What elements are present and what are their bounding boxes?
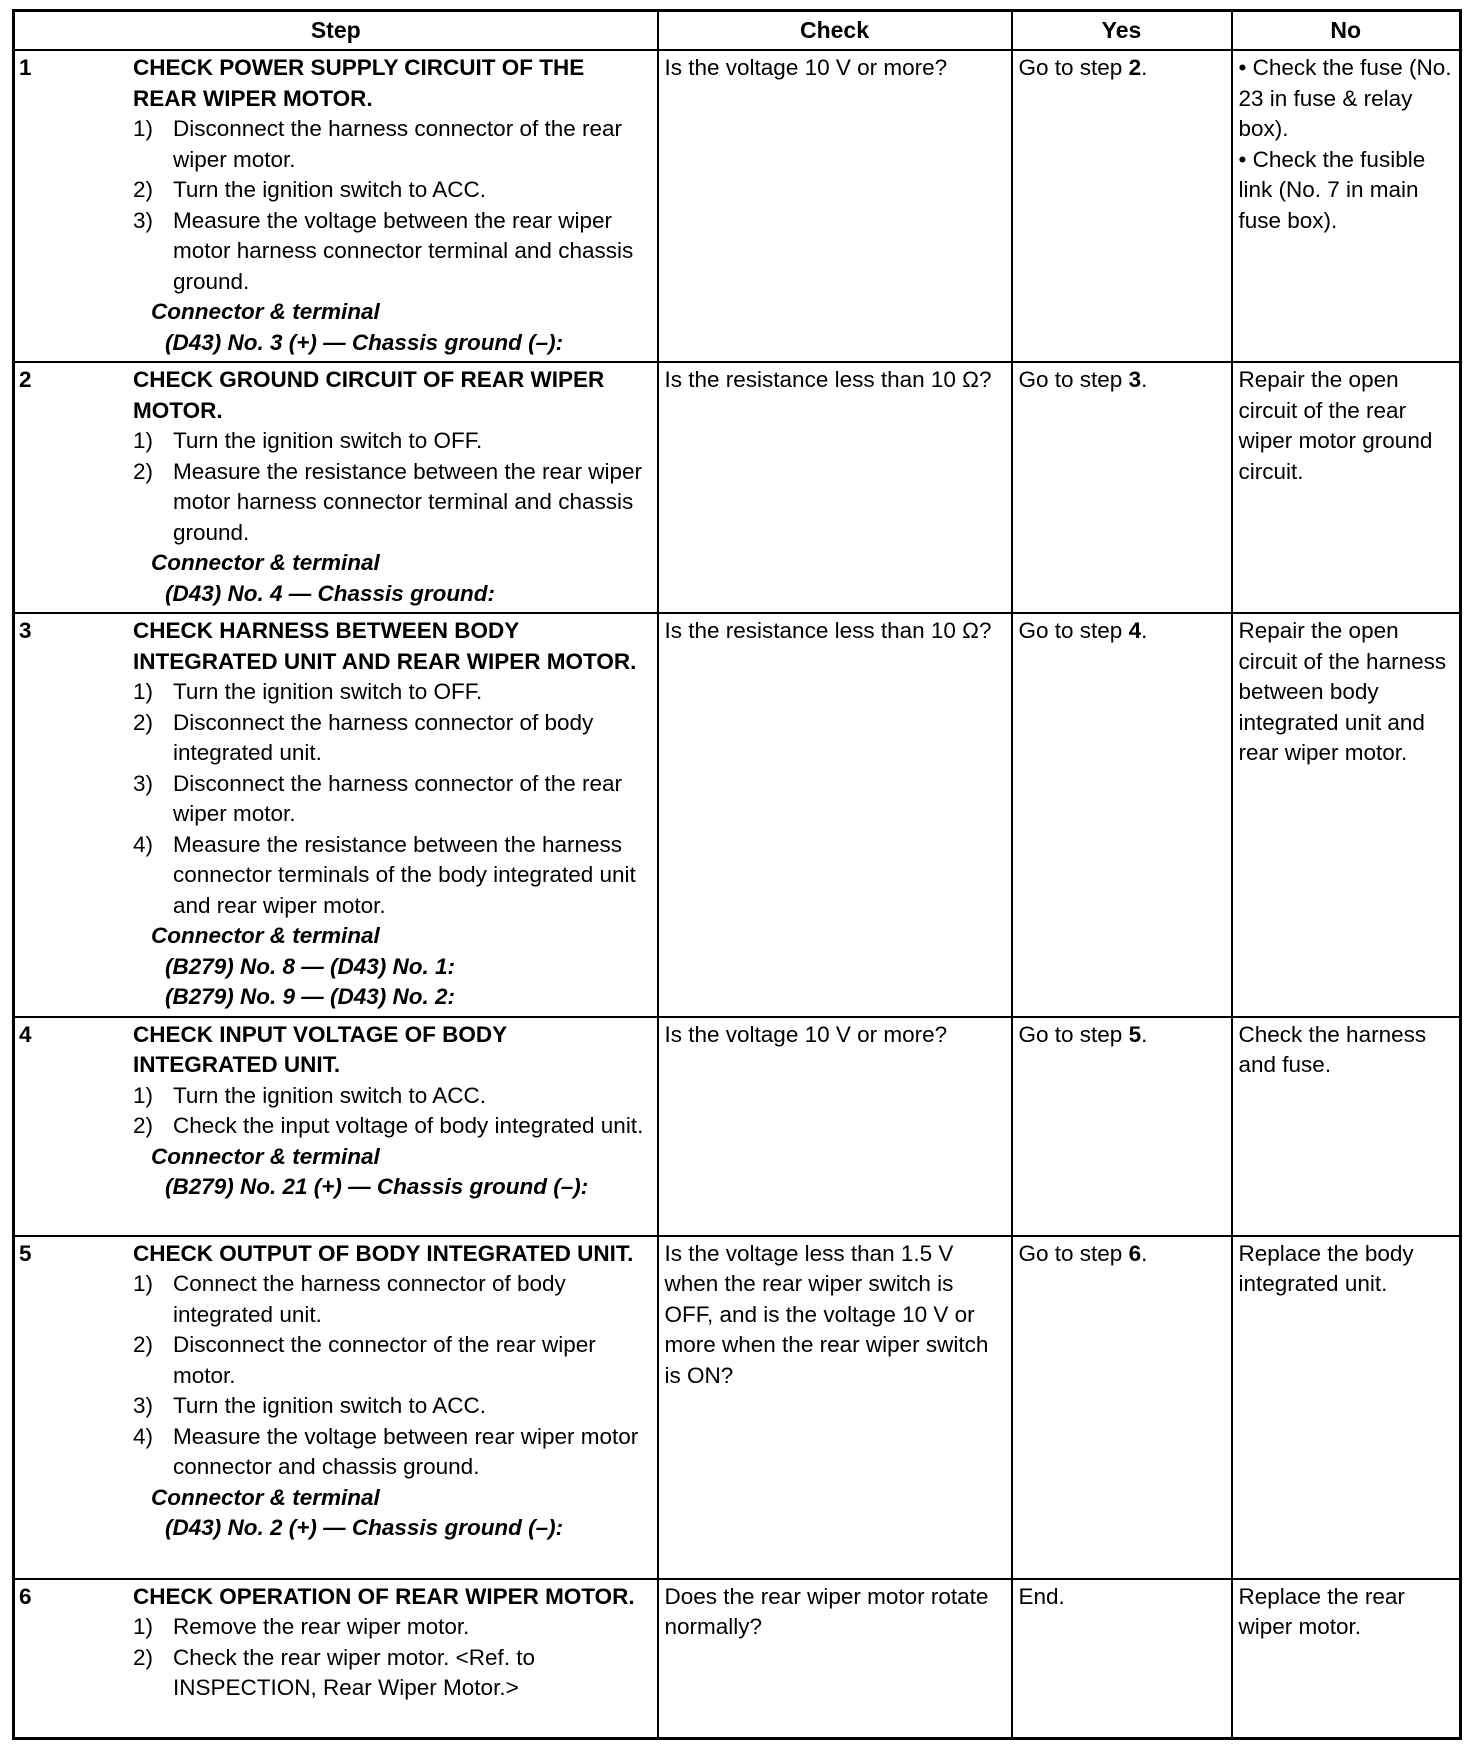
step-body: [133, 365, 651, 609]
step-number: 6: [19, 1583, 32, 1609]
table-row: [14, 50, 1461, 362]
step-cell: [14, 1236, 658, 1579]
check-cell: Is the resistance less than 10 Ω?: [658, 362, 1012, 613]
step-item-text: Connect the harness connector of body integrated unit.: [173, 1271, 566, 1327]
step-item-text: Turn the ignition switch to ACC.: [173, 1393, 487, 1418]
step-item: [133, 1111, 651, 1142]
step-number: 3: [19, 618, 32, 643]
step-body: [133, 53, 651, 358]
step-item-number: 1): [133, 679, 154, 704]
step-item-text: Disconnect the harness connector of the rear wiper motor.: [173, 770, 623, 826]
header-row: [14, 11, 1461, 51]
step-item: [133, 769, 651, 830]
step-item: [133, 1422, 651, 1483]
step-item: [133, 708, 651, 769]
yes-cell: [1012, 1017, 1232, 1236]
step-item-text: Turn the ignition switch to OFF.: [173, 679, 483, 704]
yes-step-number: 2: [1128, 55, 1142, 80]
step-number: 5: [19, 1240, 32, 1266]
step-content: [19, 1582, 651, 1704]
no-cell: [1232, 1236, 1461, 1579]
step-item-text: Measure the voltage between rear wiper motor connector and chassis ground.: [173, 1423, 639, 1479]
step-item: [133, 830, 651, 922]
step-item: [133, 1612, 651, 1643]
step-item: [133, 457, 651, 549]
yes-suffix: .: [1141, 55, 1148, 80]
step-item: [133, 175, 651, 206]
no-cell: [1232, 50, 1461, 362]
step-content: [19, 53, 651, 358]
yes-step-number: 6: [1128, 1240, 1142, 1266]
step-item: [133, 1269, 651, 1330]
yes-step-number: 3: [1128, 367, 1142, 392]
table-row: [14, 362, 1461, 613]
step-number: 4: [19, 1021, 32, 1047]
step-body: [133, 1020, 651, 1203]
step-item-number: 2): [133, 458, 154, 484]
yes-suffix: .: [1141, 618, 1148, 643]
step-title: CHECK POWER SUPPLY CIRCUIT OF THE REAR WIPER MOTOR.: [133, 55, 585, 111]
connector-label: Connector & terminal: [151, 923, 380, 948]
check-cell: Is the voltage 10 V or more?: [658, 50, 1012, 362]
connector-terminal: (B279) No. 9 — (D43) No. 2:: [165, 984, 456, 1009]
table-row: [14, 613, 1461, 1017]
yes-prefix: Go to step: [1018, 1021, 1129, 1047]
step-item: [133, 1330, 651, 1391]
step-title: CHECK HARNESS BETWEEN BODY INTEGRATED UNIT AND REAR WIPER MOTOR.: [133, 618, 637, 674]
step-number: 2: [19, 367, 32, 392]
step-item-number: 3): [133, 207, 154, 233]
yes-step-number: 5: [1128, 1021, 1142, 1047]
check-cell: Does the rear wiper motor rotate normally?: [658, 1579, 1012, 1739]
step-item-number: 2): [133, 177, 154, 202]
no-cell: [1232, 1579, 1461, 1739]
no-text: Replace the body integrated unit.: [1238, 1240, 1414, 1296]
no-cell: [1232, 613, 1461, 1017]
header-yes: Yes: [1012, 11, 1232, 51]
step-cell: [14, 613, 658, 1017]
step-item-text: Disconnect the connector of the rear wiper motor.: [173, 1332, 596, 1388]
step-item-text: Measure the resistance between the harness connector terminals of the body integrated unit and rear wiper motor.: [173, 831, 636, 918]
step-content: [19, 1239, 651, 1544]
step-item: [133, 206, 651, 298]
step-item: [133, 114, 651, 175]
step-item-number: 2): [133, 1644, 154, 1670]
yes-suffix: .: [1141, 367, 1148, 392]
check-cell: Is the voltage 10 V or more?: [658, 1017, 1012, 1236]
connector-label: Connector & terminal: [151, 550, 380, 575]
yes-prefix: End.: [1018, 1583, 1065, 1609]
step-item-number: 2): [133, 1332, 154, 1357]
table-row: [14, 1236, 1461, 1579]
step-item-text: Disconnect the harness connector of the rear wiper motor.: [173, 116, 623, 172]
step-item-text: Check the input voltage of body integrated unit.: [173, 1113, 644, 1138]
step-item: [133, 677, 651, 708]
no-text: Repair the open circuit of the rear wiper motor ground circuit.: [1238, 367, 1433, 484]
step-title: CHECK OUTPUT OF BODY INTEGRATED UNIT.: [133, 1240, 634, 1266]
step-item-text: Check the rear wiper motor. <Ref. to INSPECTION, Rear Wiper Motor.>: [173, 1644, 536, 1700]
step-title: CHECK OPERATION OF REAR WIPER MOTOR.: [133, 1583, 635, 1609]
step-item-text: Disconnect the harness connector of body integrated unit.: [173, 709, 594, 765]
no-text: • Check the fusible link (No. 7 in main fuse box).: [1238, 146, 1426, 233]
step-item-text: Turn the ignition switch to OFF.: [173, 428, 483, 453]
yes-cell: [1012, 1579, 1232, 1739]
check-cell: Is the voltage less than 1.5 V when the rear wiper switch is OFF, and is the voltage 10 V or more when the rear wiper switch is ON?: [658, 1236, 1012, 1579]
step-body: [133, 1239, 651, 1544]
step-item: [133, 1643, 651, 1704]
connector-label: Connector & terminal: [151, 299, 380, 324]
step-content: [19, 1020, 651, 1203]
connector-terminal: (D43) No. 4 — Chassis ground:: [165, 580, 496, 606]
step-item-number: 1): [133, 1614, 154, 1639]
step-number: 1: [19, 55, 32, 80]
step-item-number: 1): [133, 116, 154, 141]
step-item: [133, 1391, 651, 1422]
table-row: [14, 1017, 1461, 1236]
yes-suffix: .: [1141, 1021, 1148, 1047]
yes-cell: [1012, 1236, 1232, 1579]
step-cell: [14, 1017, 658, 1236]
step-cell: [14, 50, 658, 362]
step-body: [133, 616, 651, 1013]
step-item: [133, 426, 651, 457]
connector-label: Connector & terminal: [151, 1484, 380, 1510]
yes-prefix: Go to step: [1018, 55, 1129, 80]
step-title: CHECK INPUT VOLTAGE OF BODY INTEGRATED UNIT.: [133, 1021, 507, 1077]
step-item-number: 4): [133, 1423, 154, 1449]
check-cell: Is the resistance less than 10 Ω?: [658, 613, 1012, 1017]
step-item-number: 3): [133, 1393, 154, 1418]
yes-prefix: Go to step: [1018, 1240, 1129, 1266]
header-check: Check: [658, 11, 1012, 51]
diagnostic-table: [12, 9, 1462, 1740]
table-body: [14, 50, 1461, 1739]
connector-terminal: (D43) No. 3 (+) — Chassis ground (–):: [165, 329, 564, 355]
no-text: • Check the fuse (No. 23 in fuse & relay box).: [1238, 55, 1452, 141]
step-item-number: 3): [133, 770, 154, 796]
step-cell: [14, 1579, 658, 1739]
yes-suffix: .: [1141, 1240, 1148, 1266]
no-cell: [1232, 1017, 1461, 1236]
header-step: Step: [14, 11, 658, 51]
yes-cell: [1012, 613, 1232, 1017]
yes-cell: [1012, 362, 1232, 613]
yes-cell: [1012, 50, 1232, 362]
connector-terminal: (D43) No. 2 (+) — Chassis ground (–):: [165, 1515, 564, 1540]
no-text: Repair the open circuit of the harness between body integrated unit and rear wiper motor.: [1238, 618, 1447, 765]
step-item-number: 1): [133, 1271, 154, 1296]
yes-prefix: Go to step: [1018, 367, 1129, 392]
connector-terminal: (B279) No. 21 (+) — Chassis ground (–):: [165, 1174, 589, 1199]
no-text: Replace the rear wiper motor.: [1238, 1583, 1405, 1639]
step-item-text: Turn the ignition switch to ACC.: [173, 177, 487, 202]
step-item-text: Measure the voltage between the rear wiper motor harness connector terminal and chassis ground.: [173, 207, 634, 294]
no-cell: [1232, 362, 1461, 613]
no-text: Check the harness and fuse.: [1238, 1021, 1427, 1077]
step-body: [133, 1582, 651, 1704]
connector-label: Connector & terminal: [151, 1143, 380, 1169]
step-content: [19, 365, 651, 609]
step-title: CHECK GROUND CIRCUIT OF REAR WIPER MOTOR.: [133, 367, 605, 423]
step-item-number: 1): [133, 1082, 154, 1108]
yes-prefix: Go to step: [1018, 618, 1129, 643]
header-no: No: [1232, 11, 1461, 51]
step-item-text: Remove the rear wiper motor.: [173, 1614, 470, 1639]
step-content: [19, 616, 651, 1013]
step-item-number: 2): [133, 709, 154, 735]
step-item-text: Turn the ignition switch to ACC.: [173, 1082, 487, 1108]
table-row: [14, 1579, 1461, 1739]
step-item-text: Measure the resistance between the rear wiper motor harness connector terminal and chassis ground.: [173, 458, 642, 545]
step-item-number: 2): [133, 1113, 154, 1138]
step-item-number: 4): [133, 831, 154, 857]
step-cell: [14, 362, 658, 613]
yes-step-number: 4: [1128, 618, 1142, 643]
step-item-number: 1): [133, 428, 154, 453]
step-item: [133, 1081, 651, 1112]
connector-terminal: (B279) No. 8 — (D43) No. 1:: [165, 953, 456, 979]
